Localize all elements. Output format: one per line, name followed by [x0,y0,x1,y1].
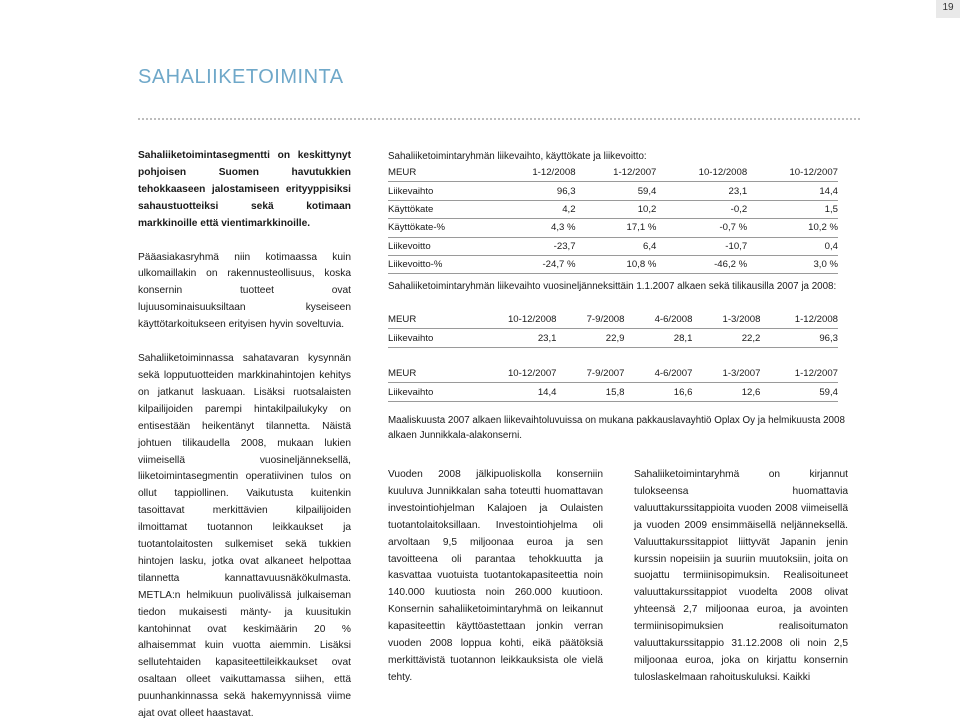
table-cell: Liikevaihto [388,329,469,347]
table-cell: -24,7 % [495,255,576,273]
table-cell: -23,7 [495,237,576,255]
quarterly-2008-table [388,311,838,348]
table-row [388,200,838,218]
currency-paragraph: Sahaliiketoimintaryhmä on kirjannut tulokseensa huomattavia valuuttakurssitappioita vuoden 2008 viimeisellä ja vuoden 2009 ensimmäisellä neljänneksellä. Valuuttakurssitappiot liittyvät Japanin jenin kurssin nopeisiin ja suuriin muutoksiin, joita on suojattu termiinisopimuksin. Realisoituneet valuuttakurssitappiot vuodelta 2008 olivat yhteensä 2,7 miljoonaa euroa, ja avointen termiinisopimuksien realisoitumaton valuuttakurssitappio 31.12.2008 oli noin 2,5 miljoonaa euroa, joka on kirjattu konsernin tuloslaskelmaan rahoituskuluksi. Kaikki [634,469,848,683]
lead-paragraph: Sahaliiketoimintasegmentti on keskittynyt pohjoisen Suomen havutukkien tehokkaaseen jalostamiseen erityyppisiksi sahaustuotteiksi sekä kotimaan markkinoille että vientimarkkinoille. [138,150,351,229]
table-header: 4-6/2008 [654,314,693,326]
table-cell: -10,7 [656,237,747,255]
table-header: 1-12/2008 [794,314,838,326]
table-cell: 17,1 % [576,219,657,237]
table-header: 7-9/2007 [586,368,625,380]
financials-table [388,164,838,274]
table-row [388,237,838,255]
table-cell: 15,8 [557,383,625,401]
table-cell: 96,3 [495,182,576,200]
table-header: 10-12/2008 [507,314,557,326]
table-cell: 12,6 [692,383,760,401]
table-cell: Liikevoitto [388,237,495,255]
table-header: 1-12/2008 [532,167,576,179]
table-cell: Liikevaihto [388,182,495,200]
table-row [388,182,838,200]
table-header-row [388,164,838,182]
table-row [388,255,838,273]
table-header: 10-12/2008 [698,167,748,179]
table-cell: 23,1 [656,182,747,200]
table-cell: 6,4 [576,237,657,255]
table-header: 1-12/2007 [794,368,838,380]
table-cell: Liikevoitto-% [388,255,495,273]
table-header: 1-12/2007 [613,167,657,179]
table-cell: 10,8 % [576,255,657,273]
left-column [138,148,351,723]
table-cell: 14,4 [747,182,838,200]
table-cell: 4,2 [495,200,576,218]
table-cell: -0,2 [656,200,747,218]
table-header: MEUR [388,167,417,179]
table-cell: Käyttökate-% [388,219,495,237]
customer-paragraph: Pääasiakasryhmä niin kotimaassa kuin ulkomaillakin on rakennusteollisuus, koska konsernin tuotteet ovat lujuusominaisuuksiltaan kyseiseen käyttötarkoitukseen erityisen hyvin soveltuvia. [138,251,351,331]
table-note: Maaliskuusta 2007 alkaen liikevaihtoluvuissa on mukana pakkauslavayhtiö Oplax Oy ja helmikuusta 2008 alkaen Junnikkala-alakonserni. [388,415,845,441]
table-cell: 10,2 [576,200,657,218]
table-header-row [388,365,838,383]
market-paragraph: Sahaliiketoiminnassa sahatavaran kysynnän sekä lopputuotteiden markkinahintojen kehitys on jatkanut laskuaan. Lisäksi ruotsalaisten kilpailijoiden parempi hintakilpailukyky on entisestään heikentänyt tilannetta. Näistä johtuen tilikaudella 2008, mukaan lukien viimeisellä vuosineljänneksellä, liiketoimintasegmentin operatiivinen tulos on ollut tappiollinen. Vaikutusta kuitenkin tasoittavat merkittävien kilpailijoiden ilmoittamat tuotannon leikkaukset ja tuotantolaitosten sulkemiset sekä tukkien hintojen lasku, jotka ovat alkaneet helpottaa tilannetta kannattavuusnäkökulmasta. METLA:n helmikuun puolivälissä julkaiseman tiedon mukaisesti mänty- ja kuusitukin kantohinnat ovat keskimäärin 20 % alhaisemmat kuin vuotta aiemmin. Lisäksi sellutehtaiden kapasiteettileikkaukset ovat osaltaan olleet vaikuttamassa siihen, että puunhankinnassa sekä hakemyynnissä viime ajat ovat olleet haastavat. [138,353,351,720]
table-row [388,329,838,347]
table-cell: Käyttökate [388,200,495,218]
table-cell: 59,4 [576,182,657,200]
table1-caption: Sahaliiketoimintaryhmän liikevaihto, käyttökate ja liikevoitto: [388,151,647,162]
table-header: MEUR [388,314,417,326]
page-title: SAHALIIKETOIMINTA [138,66,344,88]
table-cell: -0,7 % [656,219,747,237]
table-header: 4-6/2007 [654,368,693,380]
table-cell: 96,3 [760,329,838,347]
right-column [634,467,848,687]
investment-paragraph: Vuoden 2008 jälkipuoliskolla konserniin kuuluva Junnikkalan saha toteutti huomattavan investointiohjelman Kalajoen ja Oulaisten tuotantolaitoksillaan. Investointiohjelma oli arvoltaan 9,5 miljoonaa euroa ja sen tavoitteena oli parantaa tehokkuutta ja kasvattaa vuotuista tuotantokapasiteettia noin 140.000 kuutiosta noin 260.000 kuutioon. Konsernin sahaliiketoimintaryhmä on leikannut kapasiteettin käyttöastettaan jonkin verran vuoden 2008 loppua kohti, eikä päätöksiä merkittävistä tuotannon leikkauksista ole vielä tehty. [388,469,603,683]
table-cell: 16,6 [624,383,692,401]
table-cell: 1,5 [747,200,838,218]
table-header: 10-12/2007 [789,167,838,179]
table-header: 1-3/2008 [722,314,761,326]
table-header-row [388,311,838,329]
table-cell: 28,1 [624,329,692,347]
table-cell: 4,3 % [495,219,576,237]
table-cell: 22,2 [692,329,760,347]
table-row [388,383,838,401]
table-header: 7-9/2008 [586,314,625,326]
table-cell: Liikevaihto [388,383,469,401]
table-header: MEUR [388,368,417,380]
table-header: 1-3/2007 [722,368,761,380]
table-row [388,219,838,237]
table-cell: 23,1 [469,329,556,347]
table-cell: 14,4 [469,383,556,401]
middle-column [388,467,603,687]
table-cell: 0,4 [747,237,838,255]
table-cell: -46,2 % [656,255,747,273]
table-cell: 10,2 % [747,219,838,237]
table-cell: 3,0 % [747,255,838,273]
table-header: 10-12/2007 [507,368,557,380]
dotted-divider [138,118,860,120]
quarterly-2007-table [388,365,838,402]
page-number: 19 [936,0,960,18]
table-cell: 59,4 [760,383,838,401]
table2-caption: Sahaliiketoimintaryhmän liikevaihto vuosineljänneksittäin 1.1.2007 alkaen sekä tilikausilla 2007 ja 2008: [388,281,837,292]
table-cell: 22,9 [557,329,625,347]
